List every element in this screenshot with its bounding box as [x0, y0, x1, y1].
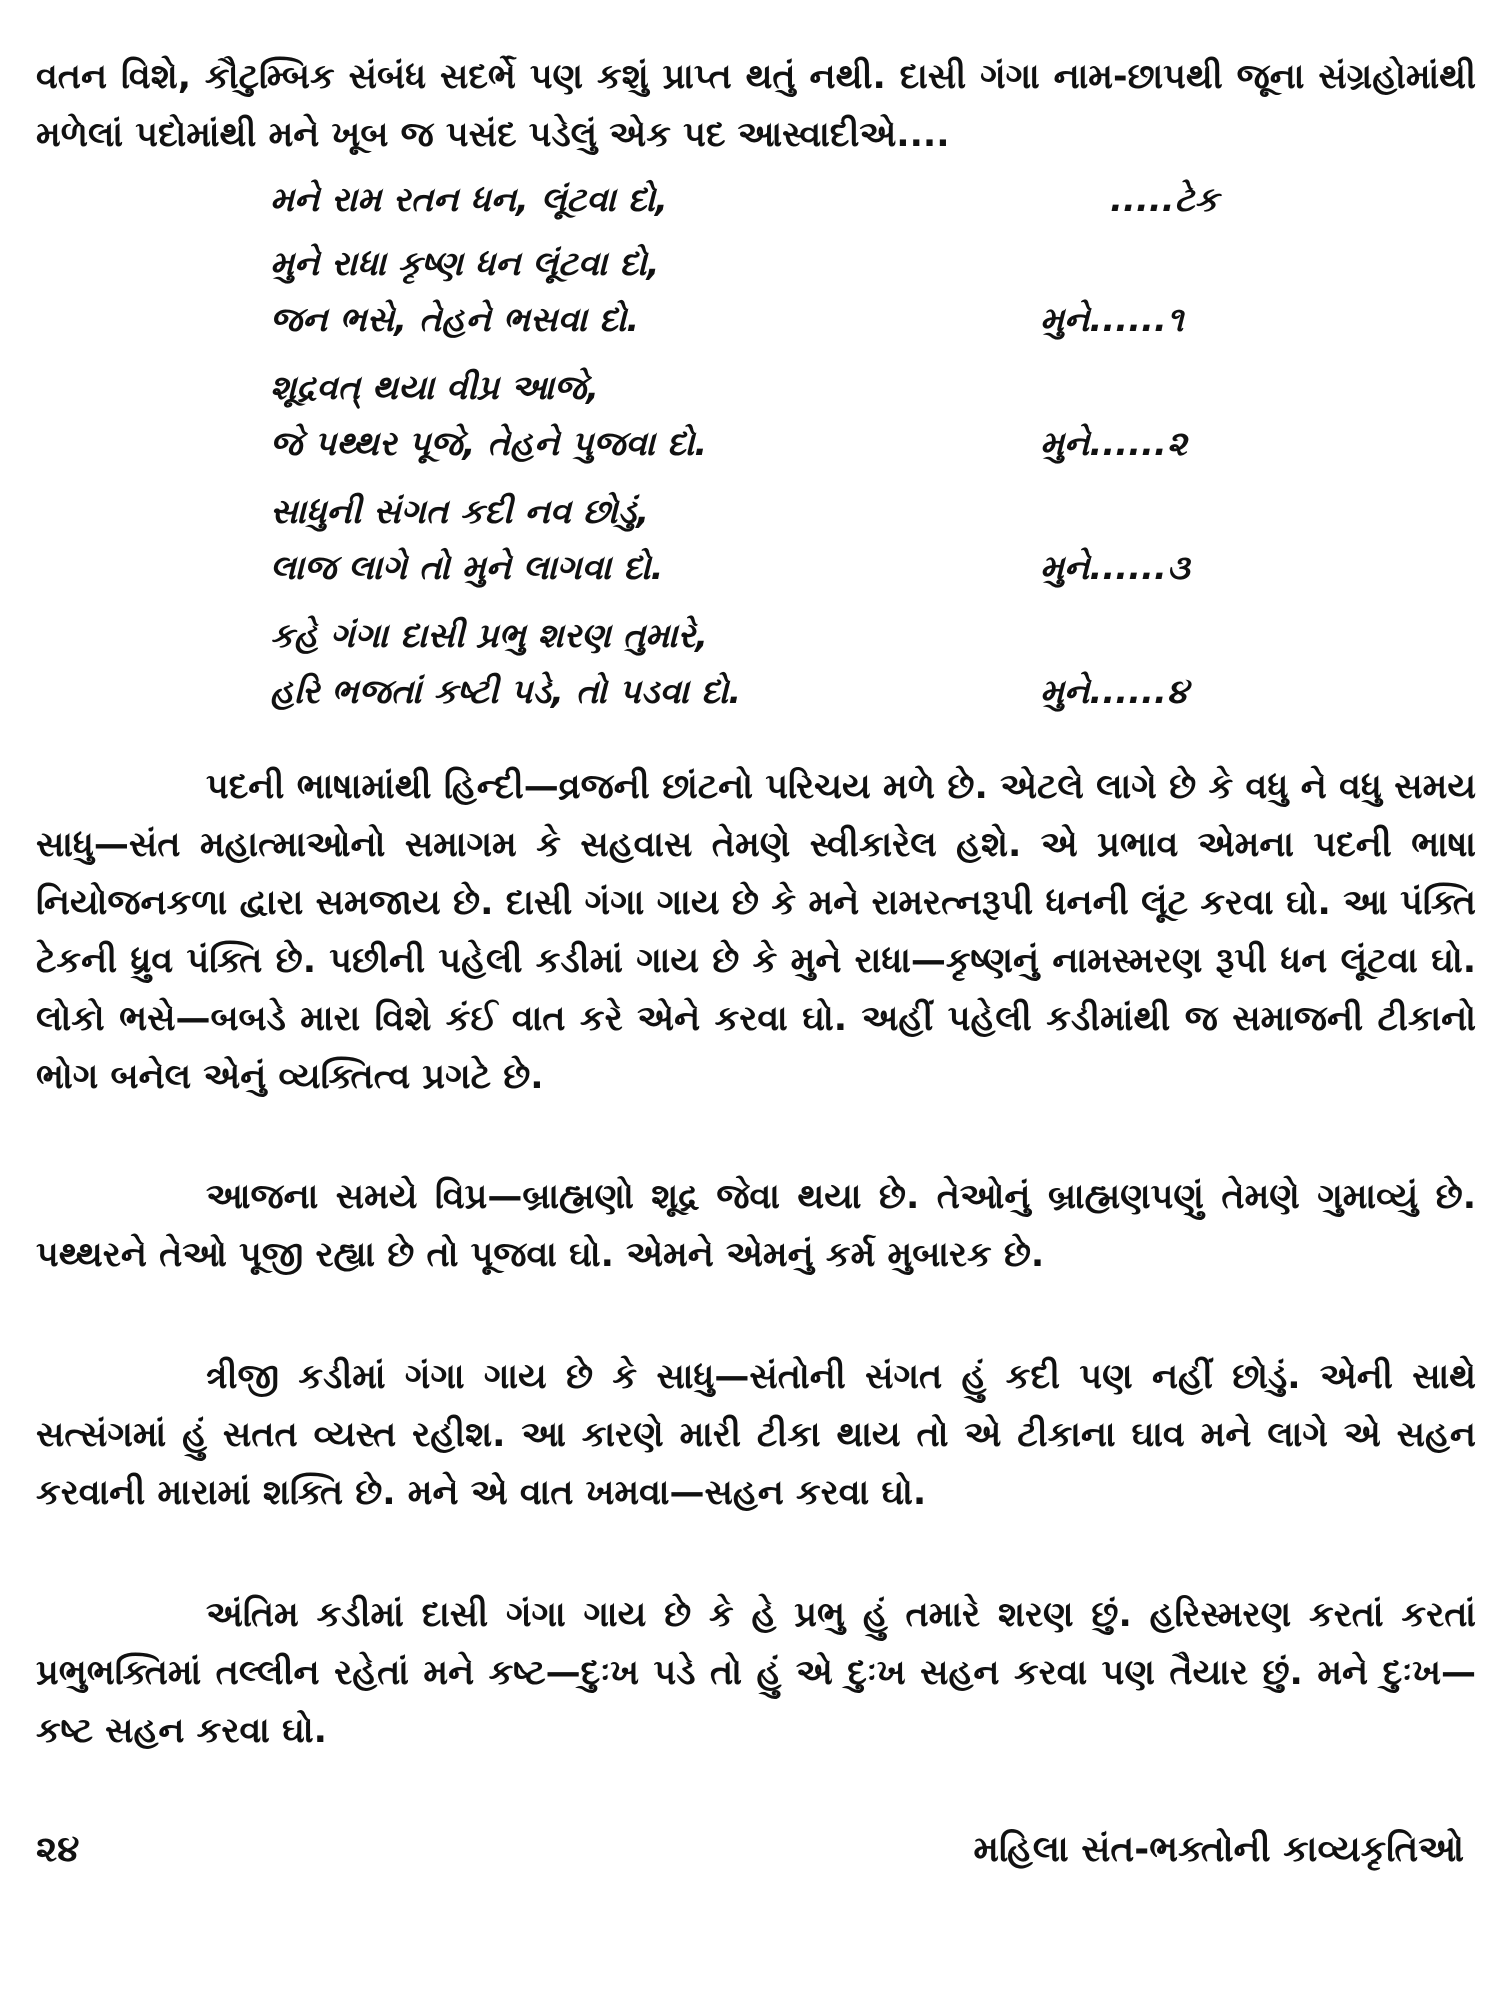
- poem-verse: મને રામ રતન ધન, લૂંટવા દો,: [270, 180, 668, 220]
- poem-line: [270, 416, 1270, 472]
- poem-refrain-marker: .....ટેક: [1110, 180, 1219, 220]
- body-paragraph: ત્રીજી કડીમાં ગંગા ગાય છે કે સાધુ—સંતોની સંગત હું કદી પણ નહીં છોડું. એની સાથે સત્સંગમાં હું સતત વ્યસ્ત રહીશ. આ કારણે મારી ટીકા થાય તો એ ટીકાના ઘાવ મને લાગે એ સહન કરવાની મારામાં શક્તિ છે. મને એ વાત ખમવા—સહન કરવા ઘો.: [36, 1357, 1476, 1513]
- poem-line: [270, 172, 1270, 228]
- body-paragraph: અંતિમ કડીમાં દાસી ગંગા ગાય છે કે હે પ્રભુ હું તમારે શરણ છું. હરિસ્મરણ કરતાં કરતાં પ્રભુભક્તિમાં તલ્લીન રહેતાં મને કષ્ટ—દુઃખ પડે તો હું એ દુઃખ સહન કરવા પણ તૈયાર છું. મને દુઃખ—કષ્ટ સહન કરવા ઘો.: [36, 1595, 1476, 1751]
- poem-verse: જન ભસે, તેહને ભસવા દો.: [270, 300, 640, 340]
- poem-line: [270, 608, 1270, 664]
- running-footer-title: મહિલા સંત-ભક્તોની કાવ્યકૃતિઓ: [973, 1829, 1464, 1870]
- poem-verse: હરિ ભજતાં કષ્ટી પડે, તો પડવા દો.: [270, 672, 742, 712]
- poem-line: [270, 360, 1270, 416]
- poem-verse: મુને રાધા કૃષ્ણ ધન લૂંટવા દો,: [270, 244, 660, 284]
- poem-refrain-marker: મુને......૧: [1040, 300, 1184, 340]
- poem-line: [270, 540, 1270, 596]
- intro-paragraph: વતન વિશે, કૌટુમ્બિક સંબંધ સદર્ભે પણ કશું પ્રાપ્ત થતું નથી. દાસી ગંગા નામ-છાપથી જૂના સંગ્રહોમાંથી મળેલાં પદોમાંથી મને ખૂબ જ પસંદ પડેલું એક પદ આસ્વાદીએ....: [36, 57, 1476, 155]
- poem-refrain-marker: મુને......૪: [1040, 672, 1188, 712]
- poem-line: [270, 484, 1270, 540]
- poem-line: [270, 664, 1270, 720]
- poem-verse: જે પથ્થર પૂજે, તેહને પુજવા દો.: [270, 424, 708, 464]
- poem-verse: કહે ગંગા દાસી પ્રભુ શરણ તુમારે,: [270, 616, 709, 656]
- poem-line: [270, 292, 1270, 348]
- body-paragraph: આજના સમયે વિપ્ર—બ્રાહ્મણો શૂદ્ર જેવા થયા છે. તેઓનું બ્રાહ્મણપણું તેમણે ગુમાવ્યું છે. પથ્થરને તેઓ પૂજી રહ્યા છે તો પૂજવા ઘો. એમને એમનું કર્મ મુબારક છે.: [36, 1177, 1476, 1275]
- poem-verse: શૂદ્રવત્ થયા વીપ્ર આજે,: [270, 368, 600, 408]
- page-number: ૨૪: [36, 1829, 80, 1870]
- poem-refrain-marker: મુને......૨: [1040, 424, 1187, 464]
- poem-refrain-marker: મુને......૩: [1040, 548, 1190, 588]
- body-paragraph: પદની ભાષામાંથી હિન્દી—વ્રજની છાંટનો પરિચય મળે છે. એટલે લાગે છે કે વધુ ને વધુ સમય સાધુ—સંત મહાત્માઓનો સમાગમ કે સહવાસ તેમણે સ્વીકારેલ હશે. એ પ્રભાવ એમના પદની ભાષા નિયોજનકળા દ્વારા સમજાય છે. દાસી ગંગા ગાય છે કે મને રામરત્નરૂપી ધનની લૂંટ કરવા ઘો. આ પંક્તિ ટેકની ધ્રુવ પંક્તિ છે. પછીની પહેલી કડીમાં ગાય છે કે મુને રાધા—કૃષ્ણનું નામસ્મરણ રૂપી ધન લૂંટવા ઘો. લોકો ભસે—બબડે મારા વિશે કંઈ વાત કરે એને કરવા ઘો. અહીં પહેલી કડીમાંથી જ સમાજની ટીકાનો ભોગ બનેલ એનું વ્યક્તિત્વ પ્રગટે છે.: [36, 767, 1476, 1097]
- poem-line: [270, 236, 1270, 292]
- poem-verse: સાધુની સંગત કદી નવ છોડું,: [270, 492, 650, 532]
- poem-verse: લાજ લાગે તો મુને લાગવા દો.: [270, 548, 664, 588]
